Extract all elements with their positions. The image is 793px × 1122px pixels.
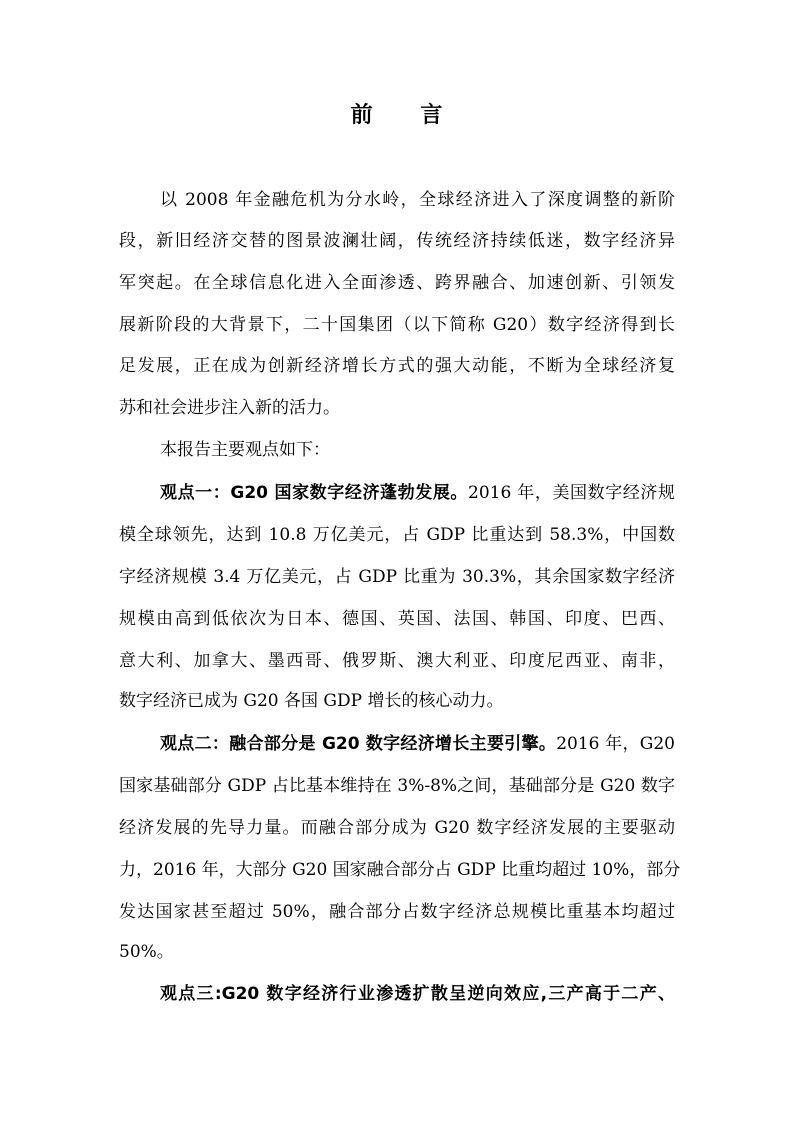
- paragraph-1-line-2: 段，新旧经济交替的图景波澜壮阔，传统经济持续低迷，数字经济异: [119, 231, 675, 251]
- page-title: 前 言: [350, 103, 463, 128]
- paragraph-1-line-1: 以 2008 年金融危机为分水岭，全球经济进入了深度调整的新阶: [160, 190, 675, 210]
- paragraph-1-line-6: 苏和社会进步注入新的活力。: [119, 398, 340, 418]
- viewpoint-1-line-4: 规模由高到低依次为日本、德国、英国、法国、韩国、印度、巴西、: [119, 609, 675, 629]
- viewpoint-1-line-3: 字经济规模 3.4 万亿美元，占 GDP 比重为 30.3%，其余国家数字经济: [119, 567, 675, 587]
- viewpoint-1-line-1: [160, 481, 675, 505]
- paragraph-1-line-5: 足发展，正在成为创新经济增长方式的强大动能，不断为全球经济复: [119, 356, 675, 376]
- viewpoint-2-line-4: 力，2016 年，大部分 G20 国家融合部分占 GDP 比重均超过 10%，部分: [119, 860, 681, 880]
- viewpoint-2-line-3: 经济发展的先导力量。而融合部分成为 G20 数字经济发展的主要驱动: [119, 818, 675, 838]
- viewpoint-1-line-2: 模全球领先，达到 10.8 万亿美元，占 GDP 比重达到 58.3%，中国数: [119, 525, 675, 545]
- viewpoint-1-heading: 观点一：G20 国家数字经济蓬勃发展。: [160, 483, 468, 503]
- viewpoint-2-heading: 观点二：融合部分是 G20 数字经济增长主要引擎。: [160, 734, 557, 754]
- viewpoint-1-line-6: 数字经济已成为 G20 各国 GDP 增长的核心动力。: [119, 691, 504, 711]
- paragraph-1-line-4: 展新阶段的大背景下，二十国集团（以下简称 G20）数字经济得到长: [119, 315, 675, 335]
- viewpoint-3-heading: 观点三:G20 数字经济行业渗透扩散呈逆向效应,三产高于二产、: [160, 984, 675, 1004]
- viewpoint-2-line-1-text: 2016 年，G20: [556, 734, 675, 754]
- paragraph-2-line-1: 本报告主要观点如下：: [160, 440, 330, 460]
- viewpoint-2-line-6: 50%。: [119, 942, 174, 962]
- viewpoint-1-line-1-text: 2016 年，美国数字经济规: [468, 483, 675, 503]
- viewpoint-2-line-2: 国家基础部分 GDP 占比基本维持在 3%-8%之间，基础部分是 G20 数字: [119, 776, 675, 796]
- viewpoint-2-line-1: [160, 732, 675, 756]
- paragraph-1-line-3: 军突起。在全球信息化进入全面渗透、跨界融合、加速创新、引领发: [119, 273, 675, 293]
- viewpoint-2-line-5: 发达国家甚至超过 50%，融合部分占数字经济总规模比重基本均超过: [119, 902, 675, 922]
- viewpoint-1-line-5: 意大利、加拿大、墨西哥、俄罗斯、澳大利亚、印度尼西亚、南非，: [119, 651, 675, 671]
